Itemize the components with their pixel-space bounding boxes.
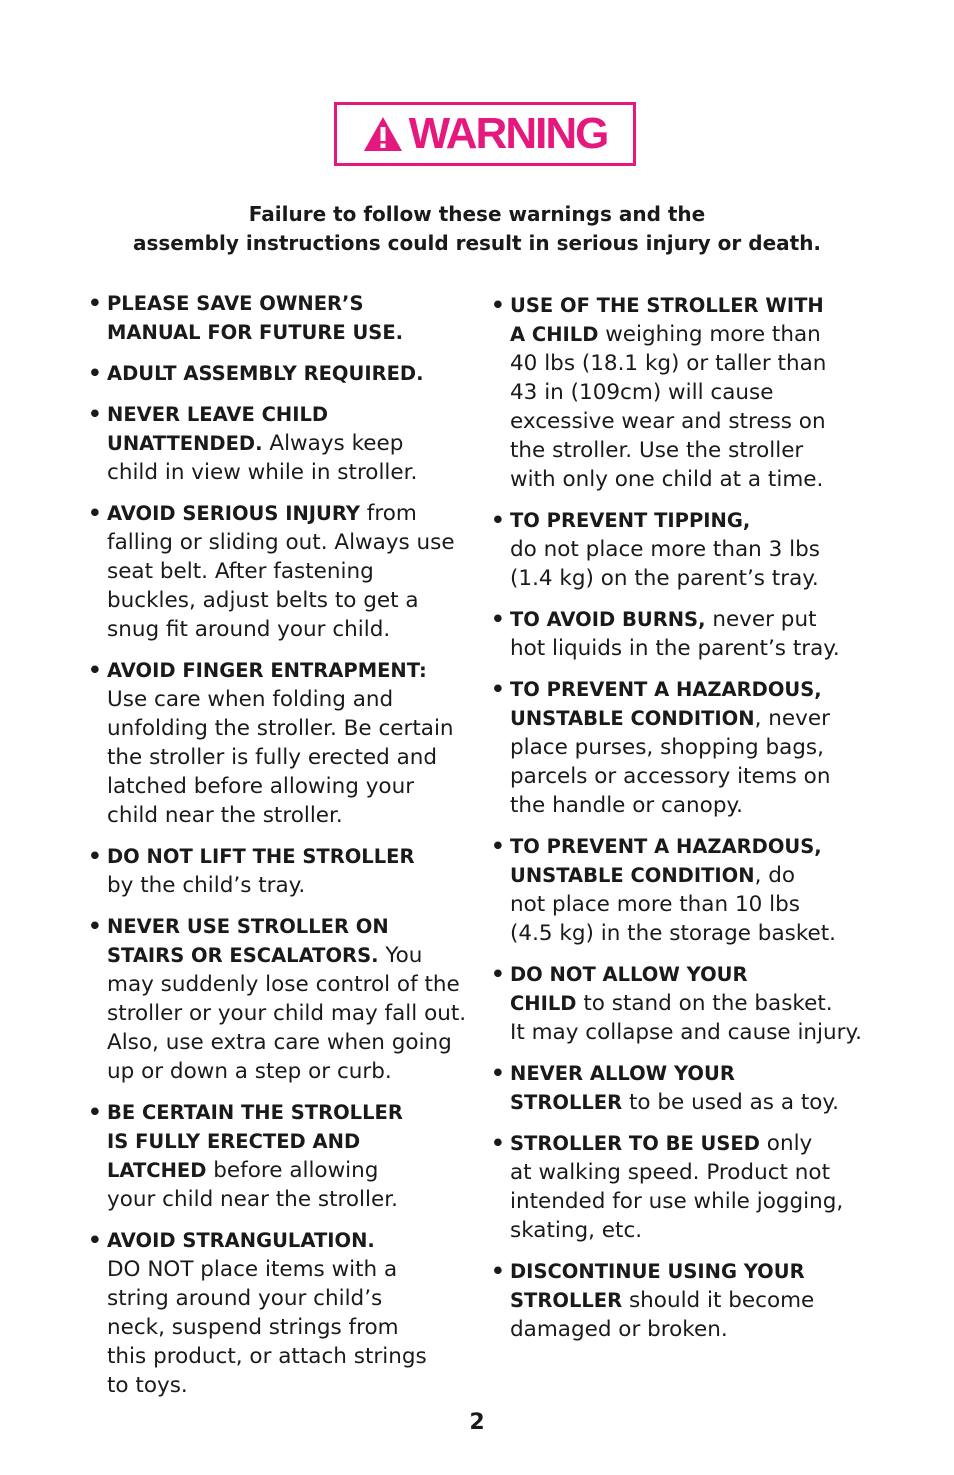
intro-line-2: assembly instructions could result in serious injury or death. — [132, 231, 822, 255]
warning-line — [510, 1216, 871, 1245]
warning-emphasis: AVOID SERIOUS INJURY — [107, 502, 360, 525]
warning-item — [491, 1059, 871, 1117]
warning-line — [510, 960, 871, 989]
warning-text: 43 in (109cm) will cause — [510, 380, 774, 405]
warning-emphasis: STROLLER — [510, 1289, 623, 1312]
warning-emphasis: USE OF THE STROLLER WITH — [510, 294, 824, 317]
warning-emphasis: ADULT ASSEMBLY REQUIRED. — [107, 362, 424, 385]
warning-line — [107, 528, 473, 557]
warning-text: to be used as a toy. — [622, 1090, 839, 1115]
warning-item — [88, 842, 473, 900]
warning-line — [107, 1313, 473, 1342]
bullet: • — [491, 962, 505, 987]
warning-emphasis: STROLLER — [510, 1091, 623, 1114]
warning-text: snug fit around your child. — [107, 617, 391, 642]
bullet: • — [491, 1061, 505, 1086]
warning-line — [510, 1315, 871, 1344]
warning-text: DO NOT place items with a — [107, 1257, 398, 1282]
warning-item — [491, 960, 871, 1047]
warning-text: parcels or accessory items on — [510, 764, 831, 789]
warning-line — [510, 407, 871, 436]
warning-emphasis: STAIRS OR ESCALATORS. — [107, 944, 379, 967]
warning-text: unfolding the stroller. Be certain — [107, 716, 454, 741]
left-warnings-column — [88, 289, 473, 1412]
warning-text: intended for use while jogging, — [510, 1189, 844, 1214]
warning-line — [107, 970, 473, 999]
warning-item — [88, 1098, 473, 1214]
warning-line — [107, 1028, 473, 1057]
warning-item — [491, 675, 871, 820]
warning-text: You — [378, 943, 423, 968]
warning-text: from — [359, 501, 417, 526]
warning-line — [510, 1286, 871, 1315]
warning-line — [510, 675, 871, 704]
warning-emphasis: AVOID FINGER ENTRAPMENT: — [107, 659, 427, 682]
warning-text: the stroller is fully erected and — [107, 745, 438, 770]
warning-line — [107, 1284, 473, 1313]
warning-text: place purses, shopping bags, — [510, 735, 824, 760]
warning-title: WARNING — [408, 109, 608, 158]
warning-text: only — [759, 1131, 813, 1156]
warning-emphasis: LATCHED — [107, 1159, 207, 1182]
warning-line — [107, 458, 473, 487]
warning-line — [107, 871, 473, 900]
warning-line — [107, 1342, 473, 1371]
warning-line — [107, 615, 473, 644]
warning-text: skating, etc. — [510, 1218, 643, 1243]
warning-line — [510, 605, 871, 634]
warning-line — [510, 378, 871, 407]
warning-text: It may collapse and cause injury. — [510, 1020, 862, 1045]
warning-item — [88, 912, 473, 1086]
warning-emphasis: UNSTABLE CONDITION — [510, 864, 755, 887]
warning-line — [107, 499, 473, 528]
warning-item — [88, 656, 473, 830]
warning-text: Also, use extra care when going — [107, 1030, 452, 1055]
warning-text: up or down a step or curb. — [107, 1059, 392, 1084]
warning-line — [510, 1158, 871, 1187]
warning-line — [107, 429, 473, 458]
warning-text: before allowing — [206, 1158, 379, 1183]
warning-line — [510, 861, 871, 890]
warning-text: your child near the stroller. — [107, 1187, 398, 1212]
warning-item — [491, 832, 871, 948]
warning-text: to toys. — [107, 1373, 188, 1398]
warning-line — [510, 506, 871, 535]
warning-text: the stroller. Use the stroller — [510, 438, 804, 463]
right-warnings-column — [491, 291, 871, 1356]
warning-text: (1.4 kg) on the parent’s tray. — [510, 566, 819, 591]
bullet: • — [491, 508, 505, 533]
bullet: • — [88, 914, 102, 939]
warning-line — [510, 989, 871, 1018]
warning-line — [510, 762, 871, 791]
warning-line — [107, 941, 473, 970]
warning-line — [107, 999, 473, 1028]
warning-line — [510, 1018, 871, 1047]
bullet: • — [88, 291, 102, 316]
warning-line — [107, 359, 473, 388]
warning-emphasis: TO PREVENT TIPPING, — [510, 509, 751, 532]
warning-text: neck, suspend strings from — [107, 1315, 399, 1340]
warning-item — [88, 499, 473, 644]
warning-line — [510, 564, 871, 593]
warning-emphasis: DO NOT ALLOW YOUR — [510, 963, 748, 986]
warning-emphasis: AVOID STRANGULATION. — [107, 1229, 375, 1252]
warning-text: at walking speed. Product not — [510, 1160, 831, 1185]
bullet: • — [88, 361, 102, 386]
warning-triangle-icon — [363, 116, 403, 152]
warning-line — [510, 320, 871, 349]
warning-line — [107, 685, 473, 714]
warning-emphasis: NEVER ALLOW YOUR — [510, 1062, 735, 1085]
warning-emphasis: DO NOT LIFT THE STROLLER — [107, 845, 415, 868]
warning-emphasis: A CHILD — [510, 323, 599, 346]
warning-line — [107, 656, 473, 685]
warning-banner — [334, 102, 636, 166]
bullet: • — [88, 402, 102, 427]
bullet: • — [88, 501, 102, 526]
warning-emphasis: STROLLER TO BE USED — [510, 1132, 760, 1155]
warning-emphasis: TO AVOID BURNS, — [510, 608, 706, 631]
bullet: • — [88, 1100, 102, 1125]
warning-text: this product, or attach strings — [107, 1344, 427, 1369]
warning-line — [107, 400, 473, 429]
warning-text: (4.5 kg) in the storage basket. — [510, 921, 836, 946]
warning-line — [510, 890, 871, 919]
warning-line — [510, 1187, 871, 1216]
warning-text: buckles, adjust belts to get a — [107, 588, 419, 613]
warning-line — [510, 1257, 871, 1286]
warning-text: excessive wear and stress on — [510, 409, 826, 434]
warning-text: falling or sliding out. Always use — [107, 530, 455, 555]
warning-text: hot liquids in the parent’s tray. — [510, 636, 840, 661]
warning-line — [107, 842, 473, 871]
bullet: • — [491, 677, 505, 702]
warning-text: child in view while in stroller. — [107, 460, 418, 485]
warning-text: should it become — [622, 1288, 815, 1313]
warning-line — [510, 1129, 871, 1158]
bullet: • — [88, 1228, 102, 1253]
bullet: • — [88, 844, 102, 869]
bullet: • — [491, 607, 505, 632]
bullet: • — [88, 658, 102, 683]
warning-line — [510, 634, 871, 663]
bullet: • — [491, 834, 505, 859]
warning-line — [107, 1255, 473, 1284]
warning-item — [88, 1226, 473, 1400]
warning-line — [107, 1371, 473, 1400]
warning-text: string around your child’s — [107, 1286, 383, 1311]
warning-text: not place more than 10 lbs — [510, 892, 800, 917]
warning-line — [510, 791, 871, 820]
warning-emphasis: BE CERTAIN THE STROLLER — [107, 1101, 403, 1124]
warning-line — [107, 318, 473, 347]
warning-item — [491, 605, 871, 663]
warning-item — [88, 359, 473, 388]
bullet: • — [491, 1131, 505, 1156]
warning-line — [107, 801, 473, 830]
warning-emphasis: CHILD — [510, 992, 577, 1015]
warning-emphasis: NEVER LEAVE CHILD — [107, 403, 329, 426]
warning-line — [107, 557, 473, 586]
warning-line — [510, 436, 871, 465]
warning-line — [510, 291, 871, 320]
warning-text: , do — [754, 863, 796, 888]
warning-text: 40 lbs (18.1 kg) or taller than — [510, 351, 827, 376]
warning-emphasis: TO PREVENT A HAZARDOUS, — [510, 678, 822, 701]
warning-line — [510, 1059, 871, 1088]
warning-text: never put — [705, 607, 817, 632]
warning-line — [107, 912, 473, 941]
warning-line — [510, 704, 871, 733]
warning-item — [491, 291, 871, 494]
warning-line — [107, 772, 473, 801]
warning-line — [107, 1057, 473, 1086]
warning-text: seat belt. After fastening — [107, 559, 374, 584]
warning-line — [107, 586, 473, 615]
warning-line — [107, 1127, 473, 1156]
warning-line — [107, 1156, 473, 1185]
warning-line — [107, 1185, 473, 1214]
warning-text: latched before allowing your — [107, 774, 415, 799]
intro-statement — [40, 200, 914, 258]
warning-line — [510, 832, 871, 861]
warning-text: by the child’s tray. — [107, 873, 306, 898]
warning-text: to stand on the basket. — [576, 991, 833, 1016]
warning-text: stroller or your child may fall out. — [107, 1001, 467, 1026]
warning-text: child near the stroller. — [107, 803, 343, 828]
warning-item — [88, 289, 473, 347]
warning-line — [107, 289, 473, 318]
warning-emphasis: UNATTENDED. — [107, 432, 263, 455]
warning-text: the handle or canopy. — [510, 793, 743, 818]
warning-emphasis: NEVER USE STROLLER ON — [107, 915, 389, 938]
warning-line — [510, 1088, 871, 1117]
warning-line — [510, 535, 871, 564]
warning-emphasis: UNSTABLE CONDITION — [510, 707, 755, 730]
warning-text: do not place more than 3 lbs — [510, 537, 820, 562]
warning-emphasis: TO PREVENT A HAZARDOUS, — [510, 835, 822, 858]
warning-item — [491, 1257, 871, 1344]
warning-text: Use care when folding and — [107, 687, 394, 712]
page-number: 2 — [469, 1410, 485, 1435]
warning-emphasis: DISCONTINUE USING YOUR — [510, 1260, 805, 1283]
warning-text: with only one child at a time. — [510, 467, 824, 492]
warning-item — [491, 1129, 871, 1245]
warning-item — [88, 400, 473, 487]
warning-line — [107, 743, 473, 772]
warning-line — [107, 714, 473, 743]
warning-emphasis: IS FULLY ERECTED AND — [107, 1130, 361, 1153]
warning-line — [107, 1226, 473, 1255]
warning-line — [107, 1098, 473, 1127]
warning-text: may suddenly lose control of the — [107, 972, 460, 997]
warning-text: weighing more than — [598, 322, 821, 347]
warning-emphasis: PLEASE SAVE OWNER’S — [107, 292, 364, 315]
bullet: • — [491, 293, 505, 318]
warning-line — [510, 733, 871, 762]
warning-text: damaged or broken. — [510, 1317, 728, 1342]
warning-line — [510, 465, 871, 494]
warning-line — [510, 919, 871, 948]
warning-item — [491, 506, 871, 593]
warning-line — [510, 349, 871, 378]
bullet: • — [491, 1259, 505, 1284]
warning-emphasis: MANUAL FOR FUTURE USE. — [107, 321, 404, 344]
warning-text: Always keep — [262, 431, 404, 456]
intro-line-1: Failure to follow these warnings and the — [248, 202, 706, 226]
warning-text: , never — [754, 706, 830, 731]
